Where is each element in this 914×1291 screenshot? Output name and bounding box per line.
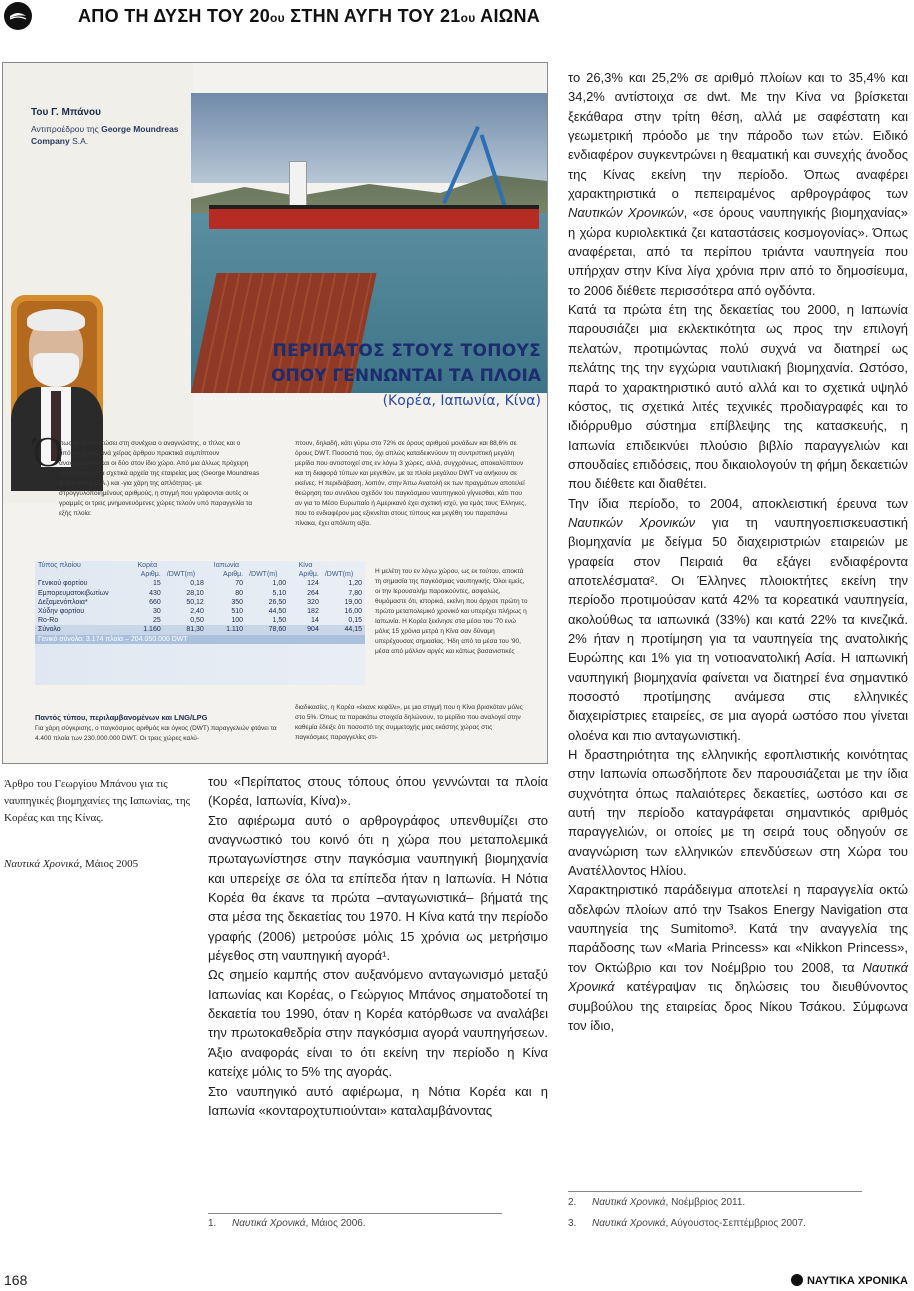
- table-row: [35, 579, 365, 588]
- table-cell: 50,12: [186, 598, 204, 606]
- table-row: [35, 616, 365, 625]
- table-subheader: Αριθμ.: [298, 571, 319, 579]
- order-table: [35, 561, 365, 644]
- clipping-right-text: πτουν, δηλαδή, κάτι γύρω στο 72% σε όρους αριθμού μονάδων και 88,6% σε όρους DWT. Ποσοστά που, όχι απλώς καταδεικνύουν τη συντριπτική μεγάλη μερίδα που αντιστοιχεί στις εν λόγω 3 χώρες, αλλά, συγχρόνως, αποκαλύπτουν και τη διαφορά τύπων και μεγεθών, με τα πλοία μεγάλου DWT να ανήκουν σε εκείνες. Η περιδιάβαση, λοιπόν, στην Άπω Ανατολή εκ των πραγμάτων αποτελεί θεώρηση του συνόλου σχεδόν του παγκόσμιου ναυπηγικού γίγνεσθαι, κάτι που αν για το Μέσο Ευρωπαίο ή Αμερικανό έχει σχετική ισχύ, για εμάς τους Έλληνες, που το ενδιαφέρον μας εξικνείται στους τύπους και μεγέθη του παραπάνω πίνακα, έχει απόλυτη αξία.: [295, 440, 527, 527]
- table-cell: 1.160: [131, 625, 164, 634]
- table-cell: 0,15: [348, 617, 362, 625]
- clipping-bottom-right-text: διαδικασίες, η Κορέα «έκανε κεφάλι», με μια στιγμή που η Κίνα βρισκόταν μόλις στο 5%. Όπως τα παρακάτω στοιχεία δηλώνουν, το μερίδιο που αναλογεί στην καθεμία έδειξε ότι ποσοστό της συμμετοχής μιας εκάστης χώρας στις παγκόσμιες παραγγελίες στι-: [295, 704, 523, 741]
- table-header: Τύπος πλοίου: [38, 562, 81, 569]
- table-cell: 0,18: [190, 580, 204, 588]
- table-cell: 70: [235, 580, 244, 588]
- table-cell: 510: [231, 608, 244, 616]
- image-caption: Άρθρο του Γεωργίου Μπάνου για τις ναυπηγικές βιομηχανίες της Ιαπωνίας, της Κορέας και της Κίνας.: [4, 778, 190, 824]
- image-caption-source: Ναυτικά Χρονικά, Μάιος 2005: [4, 858, 139, 870]
- table-header: Κορέα: [137, 562, 158, 569]
- table-cell: 1,50: [272, 617, 287, 625]
- table-cell: 14: [311, 617, 319, 625]
- table-cell: 44,15: [322, 625, 365, 634]
- table-cell: 25: [152, 617, 161, 625]
- table-cell: 30: [152, 608, 161, 616]
- table-cell: Σύνολο: [35, 625, 131, 634]
- table-cell: 2,40: [190, 608, 204, 616]
- table-cell: 7,80: [348, 589, 362, 597]
- clipping-author-role: Αντιπροέδρου της George Moundreas Company S.A.: [31, 124, 179, 146]
- clipping-subheading-text: Για χάρη σύγκρισης, ο παγκόσμιος αριθμός και όγκος (DWT) παραγγελιών φτάνει τα 4.400 πλοία των 230.000.000 DWT. Οι τρεις χώρες καλύ-: [35, 725, 277, 742]
- page-number: 168: [4, 1272, 28, 1288]
- table-header: [164, 561, 207, 570]
- table-cell: 124: [307, 580, 319, 588]
- clipping-right-text-2: Η μελέτη του εν λόγω χώρου, ως εκ τούτου, αποκτά τη σημασία της παγκόσμιας ναυπηγικής. Όλοι εμείς, οι την Ιερουσαλήμ παροικούντες, ασφαλώς, θυμόμαστε ότι, ιστορικά, εκείνη που άρχισε πρώτη το πρώτο μεταπολεμικό χρονικό και υπερέχει πλήρως η Ιαπωνία. Η Κορέα ξεκίνησε στα μέσα του '70 ενώ μόλις 15 χρόνια μετρά η Κίνα σαν δύναμη υπερέχουσας σημασίας. Ήδη από τα μέσα του '90, μέσα από μόλλον αργές και κάπως βασανιστικές: [375, 568, 528, 655]
- footnote-1: 1. Ναυτικά Χρονικά, Μάιος 2006.: [208, 1218, 366, 1229]
- table-cell: 430: [149, 589, 161, 597]
- table-cell: 660: [149, 598, 161, 606]
- paragraph: Την ίδια περίοδο, το 2004, αποκλειστική έρευνα των Ναυτικών Χρονικών για τη ναυπηγοεπισκευαστική βιομηχανία με δείγμα 50 διαχειριστριών εταιρειών με γραφεία στον Πειραιά θα εξάγει ενδιαφέροντα αποτελέσματα². Οι Έλληνες πλοιοκτήτες εκείνη την περίοδο προτιμούσαν κατά 42% τα κορεατικά ναυπηγεία, ακολούθως τα ιαπωνικά (33%) και κατά 22% τα κινεζικά. 2% ήταν η προτίμηση για τα ναυπηγεία της ανατολικής Ευρώπης και 1% για τη νοτιοανατολική Ασία. Η ιαπωνική ναυπηγική βιομηχανία φαίνεται να διατηρεί ένα σημαντικό ποσοστό προτίμησης ανάμεσα στις ελληνικές διαχειρίστριες εταιρείες, σε μια αγορά ωστόσο που γίνεται ολοένα και πιο ανταγωνιστική.: [568, 495, 908, 743]
- table-header: [246, 561, 289, 570]
- article-column-right: [568, 68, 908, 1035]
- paragraph: Στο αφιέρωμα αυτό ο αρθρογράφος υπενθυμίζει στο αναγνωστικό του κοινό ότι η χώρα που μεταπολεμικά πρωταγωνίστησε στην παγκόσμια ναυπηγική βιομηχανία και υπερείχε σε όλα τα επίπεδα ήταν η Ιαπωνία. Η Νότια Κορέα θα έκανε τα πρώτα –ανταγωνιστικά– βήματά της στα μέσα της δεκαετίας του 1970. Η Κίνα κατά την περίοδο γραφής (2006) μετρούσε μόλις 15 χρόνια ως μετρήσιμο μέγεθος στη ναυπηγική αγορά¹.: [208, 812, 548, 964]
- clipping-title-line2: ΟΠΟΥ ΓΕΝΝΩΝΤΑΙ ΤΑ ΠΛΟΙΑ: [271, 366, 541, 386]
- paragraph: Κατά τα πρώτα έτη της δεκαετίας του 2000, η Ιαπωνία παρουσιάζει μια εκλεκτικότητα ως προς την επιλογή πελατών, προτιμώντας πολύ συχνά να διατηρεί ως πελάτης της την εγχώρια ναυτιλιακή βιομηχανία. Ωστόσο, παρά το χαρακτηριστικό αυτό αλλά και το σχετικά υψηλό κόστος, τις σχετικά λιτές τεχνικές προδιαγραφές και το ιδιόρρυθμο σύστημα επίβλεψης της κατασκευής, η Ιαπωνία επιδεικνύει πλούσιο βιβλίο παραγγελιών και σπουδαίες επιδόσεις, που δικαιολογούν τη φήμη δεκαετιών που διέθετε και διαθέτει.: [568, 302, 908, 492]
- table-cell: 350: [231, 598, 244, 606]
- table-cell: 15: [152, 580, 161, 588]
- table-footer: Γενικό σύνολο: 3.174 πλοία – 204.050.000 DWT: [35, 635, 365, 644]
- table-cell: 19,00: [344, 598, 362, 606]
- paragraph: Ως σημείο καμπής στον αυξανόμενο ανταγωνισμό μεταξύ Ιαπωνίας και Κορέας, ο Γεώργιος Μπάνος σηματοδοτεί τη δεκαετία του 1990, όταν η Κορέα κατόρθωσε να αναλάβει την πρωτοκαθεδρία στην παγκόσμια αγορά ναυπηγήσεων. Άξιο αναφοράς είναι το ότι εκείνη την περίοδο η Κίνα κατείχε μόλις το 5% της αγοράς.: [208, 967, 548, 1080]
- table-row: [35, 589, 365, 598]
- table-cell: 78,60: [246, 625, 289, 634]
- table-header: Ιαπωνία: [213, 562, 240, 569]
- table-cell: 26,50: [268, 598, 287, 606]
- clipping-subtitle: (Κορέα, Ιαπωνία, Κίνα): [382, 393, 541, 409]
- table-cell: Ro-Ro: [38, 617, 59, 625]
- table-cell: 28,10: [186, 589, 204, 597]
- paragraph: Στο ναυπηγικό αυτό αφιέρωμα, η Νότια Κορέα και η Ιαπωνία «κονταροχτυπιούνται» καταλαμβάνοντας: [208, 1083, 548, 1118]
- table-cell: Εμπορευματοκιβωτίων: [38, 589, 109, 597]
- table-cell: 1,20: [348, 580, 362, 588]
- table-cell: Δεξαμενόπλοια*: [38, 598, 88, 606]
- article-column-left: [208, 772, 548, 1120]
- table-subheader: /DWT(m): [166, 571, 196, 579]
- paragraph: Η δραστηριότητα της ελληνικής εφοπλιστικής κοινότητας στην Ιαπωνία οπωσδήποτε δεν παρουσιάζεται με την ίδια συχνότητα όπως παλαιότερες δεκαετίες, ωστόσο και σε αυτή την περίοδο καταγράφεται σημαντικός αριθμός παραγγελιών, οι οποίες με τη σειρά τους οδηγούν σε αναγνώριση των ελληνικών επενδύσεων στη Χώρα του Ανατέλλοντος Ηλίου.: [568, 747, 908, 879]
- table-subheader: /DWT(m): [249, 571, 278, 579]
- clipping-subheading: Παντός τύπου, περιλαμβανομένων και LNG/LPG: [35, 713, 208, 722]
- magazine-brand: ΝΑΥΤΙΚΑ ΧΡΟΝΙΚΑ: [791, 1274, 908, 1287]
- table-cell: 264: [307, 589, 319, 597]
- footnote-divider: [208, 1213, 502, 1214]
- table-subheader: Αριθμ.: [140, 571, 161, 579]
- table-cell: 80: [235, 589, 244, 597]
- table-footer-row: [35, 635, 365, 644]
- table-cell: 44,50: [268, 608, 287, 616]
- table-cell: 5,10: [272, 589, 287, 597]
- table-cell: 81,30: [164, 625, 207, 634]
- clipping-author: Του Γ. Μπάνου: [31, 107, 101, 118]
- paragraph: του «Περίπατος στους τόπους όπου γεννώνται τα πλοία (Κορέα, Ιαπωνία, Κίνα)».: [208, 774, 548, 809]
- clipping-title-line1: ΠΕΡΙΠΑΤΟΣ ΣΤΟΥΣ ΤΟΠΟΥΣ: [272, 341, 541, 361]
- paragraph: Χαρακτηριστικό παράδειγμα αποτελεί η παραγγελία οκτώ αδελφών πλοίων από την Tsakos Energy Navigation στα ναυπηγεία της Sumitomo³. Κατά την αναγγελία της παράδοσης των «Maria Princess» και «Nikkon Princess», τον Οκτώβριο και τον Νοέμβριο του 2008, τα Ναυτικά Χρονικά κατέγραψαν τις δηλώσεις του διευθύνοντος συμβούλου της εταιρείας δρος Νίκου Τσάκου. Σύμφωνα τον ίδιο,: [568, 882, 908, 1033]
- table-cell: 100: [231, 617, 244, 625]
- magazine-clipping-image: [2, 62, 548, 764]
- brand-logo-icon: [791, 1274, 803, 1286]
- table-subheader: [35, 570, 131, 579]
- section-title: ΑΠΟ ΤΗ ΔΥΣΗ ΤΟΥ 20ου ΣΤΗΝ ΑΥΓΗ ΤΟΥ 21ου ΑΙΩΝΑ: [78, 6, 541, 26]
- table-subheader: /DWT(m): [324, 571, 354, 579]
- table-cell: 1,00: [272, 580, 287, 588]
- table-row: [35, 598, 365, 607]
- footnote-divider: [568, 1191, 862, 1192]
- table-cell: 904: [289, 625, 322, 634]
- table-cell: 16,00: [344, 608, 362, 616]
- table-cell: 0,50: [190, 617, 204, 625]
- table-row: [35, 607, 365, 616]
- table-cell: 182: [307, 608, 319, 616]
- magazine-logo-icon: [4, 2, 32, 30]
- clipping-dropcap: Ό: [33, 430, 64, 476]
- table-cell: Χύδην φορτίου: [38, 608, 85, 616]
- table-header: Κίνα: [298, 562, 313, 569]
- table-header: [322, 561, 365, 570]
- table-cell: 1.110: [207, 625, 246, 634]
- table-row: [35, 625, 365, 634]
- footnote-2: 2. Ναυτικά Χρονικά, Νοέμβριος 2011.: [568, 1197, 746, 1208]
- paragraph: το 26,3% και 25,2% σε αριθμό πλοίων και το 35,4% και 34,2% αντίστοιχα σε dwt. Με την Κίνα να βρίσκεται ξεκάθαρα στην τρίτη θέση, αλλά με σαφέστατη και γεωμετρική πρόοδο με την πάροδο των ετών. Ειδικό ενδιαφέρον συγκεντρώνει η θεαματική και συνεχής άνοδος της Κίνας εκείνη την περίοδο. Όπως αναφέρει χαρακτηριστικά ο πεπειραμένος αρθρογράφος των Ναυτικών Χρονικών, «σε όρους ναυπηγικής βιομηχανίας» η χώρα κυριολεκτικά ζει καταστάσεις κοσμογονίας». Όπως αναφέρεται, από τα περίπου τριάντα ναυπηγεία που υπήρχαν στην Κίνα λίγα χρόνια πριν από το δημοσίευμα, το 2006 διέθετε περισσότερα από ογδόντα.: [568, 70, 909, 298]
- table-cell: Γενικού φορτίου: [38, 580, 88, 588]
- footnote-3: 3. Ναυτικά Χρονικά, Αύγουστος-Σεπτέμβριος 2007.: [568, 1218, 806, 1229]
- clipping-intro: πως θα διαπιστώσει στη συνέχεια ο αναγνώστης, ο τίτλος και ο υπότιτλος του ανά χείρας άρθρου πρακτικά συμπίπτουν αναφερόμενοι και οι δύο στον ίδιο χώρο. Από μια άλλως πρόχειρη αναφόρηση στα σχετικά αρχεία της εταιρείας μας (George Moundreas & Company S.A.) και -για χάρη της απλότητας- με στρογγυλοποιημένους αριθμούς, η στιγμή που γράφονται αυτές οι γραμμές οι τρεις μνημονευόμενες χώρες τελούν υπό παραγγελία τα εξής πλοία:: [59, 440, 260, 517]
- table-subheader: Αριθμ.: [222, 571, 244, 579]
- table-cell: 320: [307, 598, 319, 606]
